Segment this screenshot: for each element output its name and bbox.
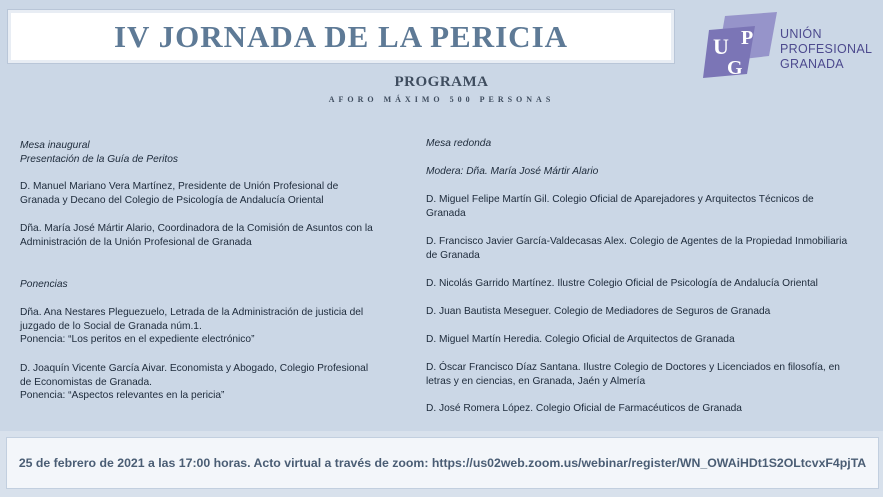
right-heading-wrap — [426, 137, 876, 151]
text-line: D. Miguel Felipe Martín Gil. Colegio Oficial de Aparejadores y Arquitectos Técnicos de — [426, 194, 814, 205]
round-table-item — [426, 235, 876, 262]
text-line: D. Nicolás Garrido Martínez. Ilustre Colegio Oficial de Psicología de Andalucía Oriental — [426, 278, 818, 289]
ponencias-heading-wrap — [20, 278, 400, 292]
union-profesional-logo — [703, 12, 879, 80]
text-line: Ponencia: “Los peritos en el expediente electrónico” — [20, 334, 255, 345]
logo-text — [780, 27, 872, 72]
round-table-item — [426, 305, 876, 319]
moderator-line: Modera: Dña. María José Mártir Alario — [426, 166, 599, 177]
inaugural-item — [20, 180, 400, 207]
program-title: PROGRAMA — [394, 74, 489, 90]
text-line: Dña. Ana Nestares Pleguezuelo, Letrada de la Administración de justicia del — [20, 307, 364, 318]
section-heading-ponencias: Ponencias — [20, 279, 68, 290]
text-line: D. Manuel Mariano Vera Martínez, Presidente de Unión Profesional de — [20, 181, 339, 192]
logo-text-line: GRANADA — [780, 57, 844, 71]
text-line: de Granada — [426, 249, 480, 261]
moderator-wrap — [426, 165, 876, 179]
logo-text-line: PROFESIONAL — [780, 42, 873, 56]
round-table-item — [426, 361, 876, 388]
text-line: D. José Romera López. Colegio Oficial de Farmacéuticos de Granada — [426, 403, 742, 414]
section-subheading-guide: Presentación de la Guía de Peritos — [20, 153, 179, 165]
page-title: IV JORNADA DE LA PERICIA — [113, 18, 569, 54]
logo-letter-p: P — [741, 27, 754, 49]
ponencia-item — [20, 362, 400, 403]
text-line: D. Juan Bautista Meseguer. Colegio de Mediadores de Seguros de Granada — [426, 306, 771, 317]
text-line: D. Miguel Martín Heredia. Colegio Oficial de Arquitectos de Granada — [426, 334, 735, 345]
round-table-item — [426, 333, 876, 347]
inaugural-item — [20, 222, 400, 249]
text-line: de Economistas de Granada. — [20, 376, 152, 388]
logo-letter-g: G — [727, 57, 743, 79]
round-table-item — [426, 402, 876, 416]
program-subtitle: AFORO MÁXIMO 500 PERSONAS — [328, 95, 555, 104]
logo-text-line: UNIÓN — [780, 27, 822, 41]
text-line: Dña. María José Mártir Alario, Coordinadora de la Comisión de Asuntos con la — [20, 223, 373, 234]
text-line: letras y en ciencias, en Granada, Jaén y Almería — [426, 375, 646, 387]
text-line: Ponencia: “Aspectos relevantes en la pericia” — [20, 390, 225, 401]
round-table-item — [426, 193, 876, 220]
title-banner — [7, 9, 675, 64]
footer-box — [6, 437, 879, 489]
text-line: juzgado de lo Social de Granada núm.1. — [20, 320, 202, 332]
text-line: Granada y Decano del Colegio de Psicología de Andalucía Oriental — [20, 194, 324, 206]
text-line: D. Óscar Francisco Díaz Santana. Ilustre Colegio de Doctores y Licenciados en filosofía, en — [426, 362, 840, 373]
text-line: Administración de la Unión Profesional de Granada — [20, 236, 252, 248]
logo-mark — [703, 12, 779, 80]
text-line: Granada — [426, 207, 466, 219]
section-heading-round-table: Mesa redonda — [426, 138, 492, 149]
text-line: D. Joaquín Vicente García Aivar. Economista y Abogado, Colegio Profesional — [20, 363, 369, 374]
text-line: D. Francisco Javier García-Valdecasas Alex. Colegio de Agentes de la Propiedad Inmobiliaria — [426, 236, 848, 247]
event-details-link[interactable]: 25 de febrero de 2021 a las 17:00 horas. Acto virtual a través de zoom: https://us02web.zoom.us/webinar/register/WN_OWAiHDt1S2OLtcvxF4pjTA — [18, 456, 867, 470]
round-table-item — [426, 277, 876, 291]
section-heading-inaugural: Mesa inaugural — [20, 140, 90, 151]
ponencia-item — [20, 306, 400, 347]
left-column — [20, 139, 400, 166]
logo-letter-u: U — [713, 34, 729, 59]
